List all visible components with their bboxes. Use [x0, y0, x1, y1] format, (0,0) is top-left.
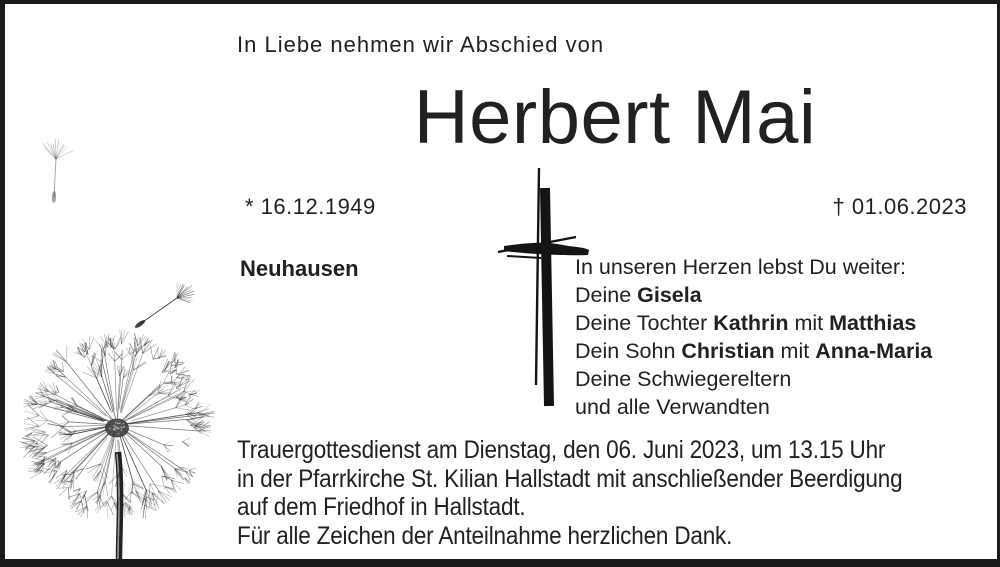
- family-lines: [575, 281, 932, 421]
- service-block: [237, 436, 902, 550]
- family-line: Deine Tochter Kathrin mit Matthias: [575, 311, 917, 335]
- deceased-name: Herbert Mai: [413, 75, 817, 160]
- family-line: Dein Sohn Christian mit Anna-Maria: [575, 339, 933, 363]
- service-line: in der Pfarrkirche St. Kilian Hallstadt mit anschließender Beerdigung: [237, 464, 903, 493]
- thanks-line: Für alle Zeichen der Anteilnahme herzlichen Dank.: [237, 521, 733, 550]
- family-line: und alle Verwandten: [575, 395, 770, 419]
- family-line: Deine Gisela: [575, 283, 702, 307]
- family-line: Deine Schwiegereltern: [575, 367, 792, 391]
- intro-line: In Liebe nehmen wir Abschied von: [237, 32, 605, 57]
- service-line: auf dem Friedhof in Hallstadt.: [237, 493, 526, 521]
- birth-date: * 16.12.1949: [245, 194, 376, 219]
- place-name: Neuhausen: [240, 256, 359, 281]
- death-date: † 01.06.2023: [832, 194, 967, 219]
- service-line: Trauergottesdienst am Dienstag, den 06. Juni 2023, um 13.15 Uhr: [237, 436, 886, 464]
- family-block: [575, 253, 932, 421]
- dandelion-illustration: [5, 4, 235, 559]
- family-intro: In unseren Herzen lebst Du weiter:: [575, 255, 907, 279]
